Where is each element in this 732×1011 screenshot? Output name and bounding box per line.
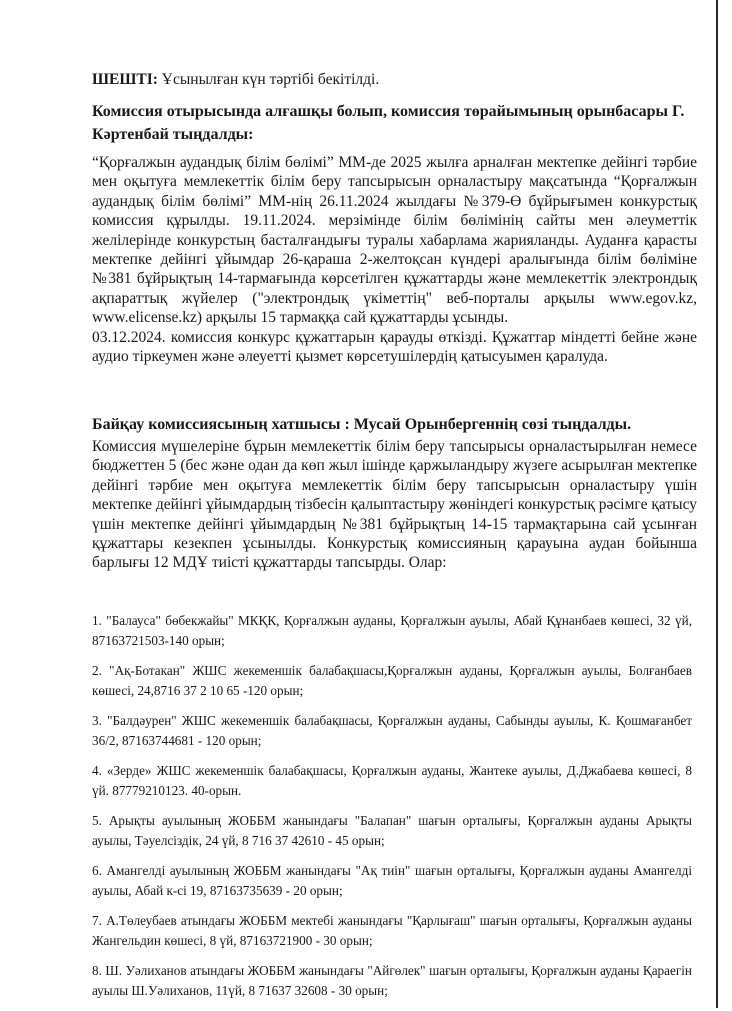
paragraph-2: Комиссия мүшелеріне бұрын мемлекеттік білім беру тапсырысы орналастырылған немесе бюджеттен 5 (бес және одан да көп жыл ішінде қаржыландыру жүзеге асырылған мектепке дейінгі тәрбие мен оқытуға мемлекеттік білім беру тапсырысын орналастыру үшін мектепке дейінгі ұйымдардың тізбесін қалыптастыру жөніндегі конкурстық рәсімге қатысу үшін мектепке дейінгі ұйымдардың №381 бұйрықтың 14-15 тармақтарына сай ұсынған құжаттары кезекпен ұсынылды. Конкурстық комиссияның қарауына аудан бойынша барлығы 12 МДҰ тиісті құжаттарды тапсырды. Олар: (92, 438, 697, 572)
list-item: 6. Амангелді ауылының ЖОББМ жанындағы "Ақ тиін" шағын орталығы, Қорғалжын ауданы Амангелді ауылы, Абай к-сі 19, 87163735639 - 20 орын; (92, 863, 692, 898)
section-heading-2-text: Байқау комиссиясының хатшысы : Мусай Орынбергеннің сөзі тыңдалды. (92, 416, 632, 433)
paragraph-1b-text: 03.12.2024. комиссия конкурс құжаттарын қарауды өткізді. Құжаттар міндетті бейне және аудио тіркеумен және әлеуетті қызмет көрсетушілердің қатысуымен қаралуда. (92, 328, 697, 366)
list-item: 1. "Балауса" бөбекжайы" МКҚК, Қорғалжын ауданы, Қорғалжын ауылы, Абай Құнанбаев көшесі, 32 үй, 87163721503-140 орын; (92, 613, 692, 648)
organization-list (92, 611, 692, 1011)
list-item: 2. "Ақ-Ботакан" ЖШС жекеменшік балабақшасы,Қорғалжын ауданы, Қорғалжын ауылы, Болғанбаев көшесі, 24,8716 37 2 10 65 -120 орын; (92, 663, 692, 698)
paragraph-1 (92, 153, 697, 366)
list-item: 7. А.Төлеубаев атындағы ЖОББМ мектебі жанындағы "Қарлығаш" шағын орталығы, Қорғалжын ауданы Жангельдин көшесі, 8 үй, 87163721900 - 30 орын; (92, 913, 692, 948)
list-item: 8. Ш. Уәлиханов атындағы ЖОББМ жанындағы "Айгөлек" шағын орталығы, Қорғалжын ауданы Қараегін ауылы Ш.Уәлиханов, 11үй, 8 71637 32608 - 30 орын; (92, 963, 692, 998)
section-heading-2 (92, 415, 697, 434)
list-item: 5. Арықты ауылының ЖОББМ жанындағы "Балапан" шағын орталығы, Қорғалжын ауданы Арықты ауылы, Тәуелсіздік, 24 үй, 8 716 37 42610 - 45 орын; (92, 813, 692, 848)
decision-text: Ұсынылған күн тәртібі бекітілді. (157, 71, 380, 88)
decision-label: ШЕШТІ: (92, 71, 158, 88)
list-item: 3. "Балдәурен" ЖШС жекеменшік балабақшасы, Қорғалжын ауданы, Сабынды ауылы, К. Қошмағанбет 36/2, 87163744681 - 120 орын; (92, 713, 692, 748)
decision-line (92, 70, 697, 90)
page-edge-line (716, 0, 718, 1008)
paragraph-1-text: “Қорғалжын аудандық білім бөлімі” ММ-де 2025 жылға арналған мектепке дейінгі тәрбие мен оқытуға мемлекеттік білім беру тапсырысын орналастыру мақсатында “Қорғалжын аудандық білім бөлімі” ММ-нің 26.11.2024 жылдағы №379-Ө бұйрығымен конкурстық комиссия құрылды. 19.11.2024. мерзімінде білім бөлімінің сайты мен әлеуметтік желілерінде конкурстың басталғандығы туралы хабарлама жарияланды. Ауданға қарасты мектепке дейінгі ұйымдар 26-қараша 2-желтоқсан күндері аралығында білім бөліміне №381 бұйрықтың 14-тармағында көрсетілген құжаттарды және мемлекеттік электрондық ақпараттық жүйелер ("электрондық үкіметтің" веб-порталы арқылы www.egov.kz, www.elicense.kz) арқылы 15 тармаққа сай құжаттарды ұсынды. (92, 154, 697, 327)
section-heading-1: Комиссия отырысында алғашқы болып, комиссия төрайымының орынбасары Г. Кәртенбай тыңдалды: (92, 103, 685, 143)
list-item: 4. «Зерде» ЖШС жекеменшік балабақшасы, Қорғалжын ауданы, Жантеке ауылы, Д.Джабаева көшесі, 8 үй. 87779210123. 40-орын. (92, 763, 692, 798)
